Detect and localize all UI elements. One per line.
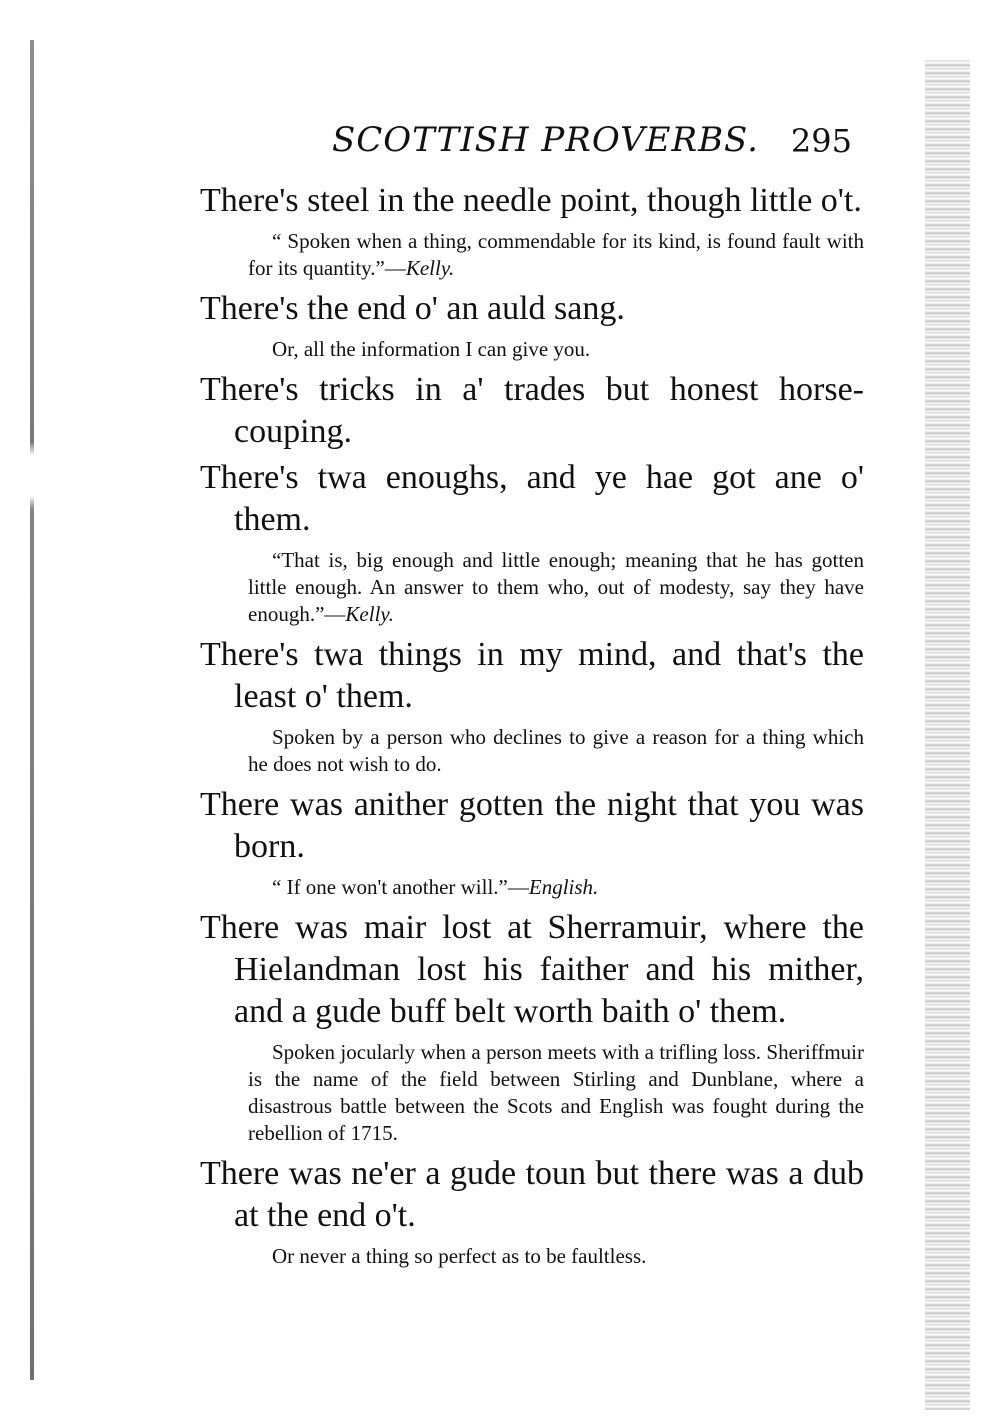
scan-edge-left: [30, 40, 34, 1380]
note-text: “ Spoken when a thing, commendable for its kind, is found fault with for its quantity.”—: [248, 229, 864, 280]
proverb-text: There was anither gotten the night that you was born.: [200, 786, 864, 865]
proverb-text: There's steel in the needle point, though little o't.: [200, 182, 862, 219]
note-text: Spoken by a person who declines to give a reason for a thing which he does not wish to do.: [248, 725, 864, 776]
proverb-note: [248, 547, 864, 628]
note-source: Kelly.: [345, 602, 394, 626]
note-text: “That is, big enough and little enough; meaning that he has gotten little enough. An answer to them who, out of modesty, say they have enough.”—: [248, 548, 864, 626]
proverb-text: There was mair lost at Sherramuir, where the Hielandman lost his faither and his mither, and a gude buff belt worth baith o' them.: [200, 909, 864, 1030]
note-text: Or, all the information I can give you.: [272, 337, 591, 361]
page-number: 295: [790, 122, 852, 160]
proverb-text: There was ne'er a gude toun but there was a dub at the end o't.: [200, 1155, 864, 1234]
note-source: English.: [528, 875, 599, 899]
proverb-note: [248, 228, 864, 282]
proverb-text: There's tricks in a' trades but honest horse-couping.: [200, 371, 864, 450]
running-title: SCOTTISH PROVERBS.: [332, 120, 759, 160]
note-text: Spoken jocularly when a person meets with a trifling loss. Sheriffmuir is the name of the field between Stirling and Dunblane, where a disastrous battle between the Scots and English was fought during the rebellion of 1715.: [248, 1040, 864, 1145]
proverb-note: [248, 874, 864, 901]
page-header: [200, 120, 860, 170]
proverb-text: There's twa enoughs, and ye hae got ane o' them.: [200, 459, 864, 538]
proverb-note: [248, 724, 864, 778]
proverb-text: There's twa things in my mind, and that's the least o' them.: [200, 636, 864, 715]
proverb-text: There's the end o' an auld sang.: [200, 290, 625, 327]
proverb-list: [200, 180, 864, 1276]
note-source: Kelly.: [405, 256, 455, 280]
proverb-note: [248, 1039, 864, 1147]
note-text: “ If one won't another will.”—: [272, 875, 529, 899]
proverb-note: [248, 336, 864, 363]
proverb-note: [248, 1243, 864, 1270]
note-text: Or never a thing so perfect as to be faultless.: [272, 1244, 647, 1268]
scan-edge-right: [925, 60, 970, 1410]
